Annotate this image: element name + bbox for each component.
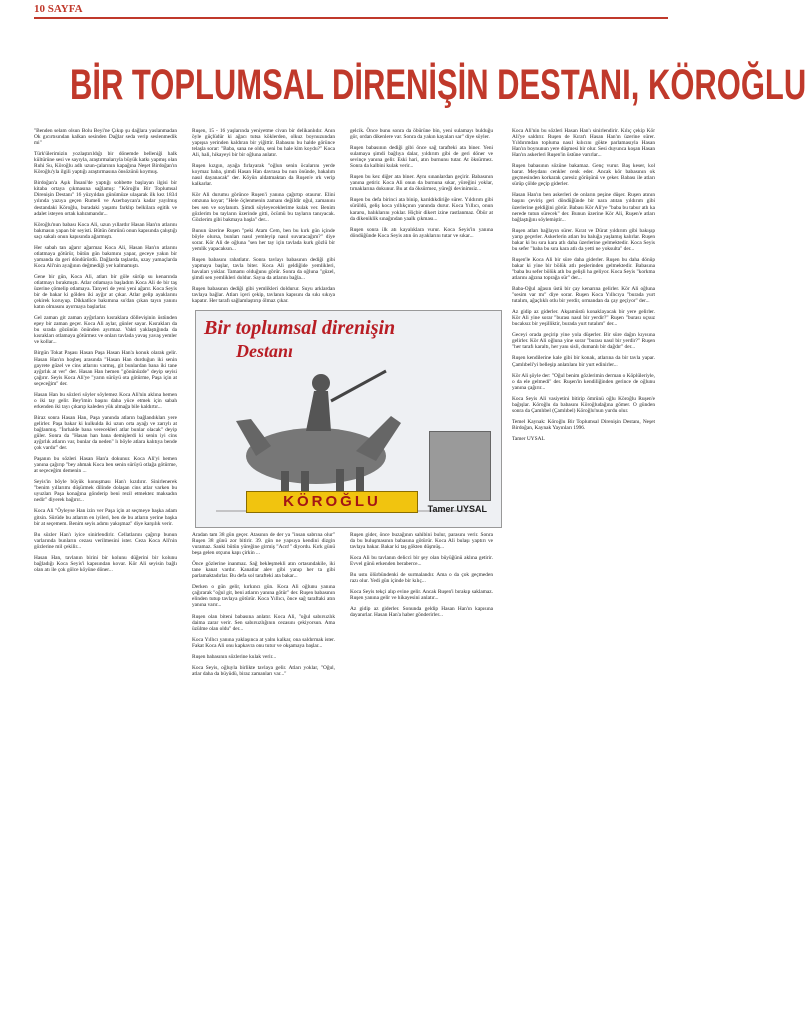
- text-column-3-top: [350, 128, 493, 304]
- paragraph: Ruşen, 15 - 16 yaşlarında yeniyetme civan bir delikanlıdır. Anın öyle güçlüdür ki ağacı tutsa köklerden, olkuz boynuzundan yapışsa yerinden kaldıran bir yiğittir. Babasını bu halde görünce telaşla sorar: "Baba, sana ne oldu, seni bu hale kim koydu?" Koca Ali, hali, hikayeyi bir bir oğluna anlatır.: [192, 128, 335, 159]
- poster-author: Tamer UYSAL: [427, 504, 487, 514]
- paragraph: Ruşen babasının sözlerine kulak verir...: [192, 653, 277, 660]
- paragraph: Hasan Han, tavlanın birini bir kolunu düğerini bir kolunu bağladığı Koca Seyis'i kapısından kovar. Kör Ali seyisin bağlı olan atı ile çok gölce köyüne döner...: [34, 554, 177, 573]
- paragraph: Koca Ali'nin bu sözleri Hasan Han'ı sinirlendirir. Kılıç çekip Kör Ali'ye saldırır. Ruşen de Kırat'ı Hasan Han'ın üzerine sürer. Yıldırımdan topluma nasıl kılıcını gökte parlamasıyla Hasan Han'ın boynunun yere düşmesi bir olur. Sesi duyunca koşan Hasan Han'ın askerleri Ruşen'in üstüne varırlar...: [512, 128, 655, 159]
- paragraph: Az gidip az giderler. Sonunda geldip Hasan Han'ın kapısına dayanırlar. Hasan Han'a haber gönderirler...: [350, 606, 493, 619]
- paragraph: Koca Ali "Öyleyse Han izin ver Paşa için at seçmeye başka adam gitsin. Sürüde bu atlarım en iyileri, ben de bu atların yerine başka bir at seçemem. Benim seyis adımı yakışmaz" diye karşılık verir.: [34, 508, 177, 527]
- paragraph: Birdoğan'a Aşık İhsani'de yaptığı sohbette başlayan ilgisi bir kitaba ortaya çıkmasına sağlamış: "Köroğlu Bir Toplumsal Direnişin Destanı" 16 yüzyıldan günümüze ulaşarak ilk kez 1834 yılında yazıya geçen Rumeli ve Azerbaycan'a kadar yayılmış destandaki Köroğlu, buradaki yaşamı farklıp belkilara egitik ve adalet isteyen ortak kahramandır...: [34, 180, 177, 217]
- paragraph: Paşanın bu sözleri Hasan Han'a dokunur. Koca Ali'yi hemen yanına çağırıp "bey ahmak Koca ben senin sürüyü otlağa götürme, at seçeceğim demenin ...: [34, 456, 177, 475]
- paragraph: Ruşen bu defa birinci ata binip, karıldıkdiriğe sürer. Yıldırım gibi sürüldü, geliş koca yıllıkçının yanında durur. Koca Yıllıcı, onun kararsı, balıklarını yoklar. Hiçbir dikert izine rastlanmaz. Öbür at da dikeniklik sınağından yaalk çıkması...: [350, 197, 493, 222]
- paragraph: gelcik. Önce bunu sonra da öbürüne bin, yeni sulamayı bulduğu gör, ordan dikenlere var. Sonra da yakın kayaları sar" diye söyler.: [350, 128, 493, 141]
- paragraph: Baba-Oğul ağasın üstü bir çay kenarına gelirler. Kör Ali oğluna "sesim var mı" diye sorar. Ruşen Koca Yıllıcıya "burada yurt tutalım, ağaçlıklı otlu bir yerdir, ormandan da çay geçiyor" der...: [512, 286, 655, 305]
- paragraph: Ruşen gider, önce buzağının sahibini bulur, parasını verir. Sonra da bu buluşmasının babasına götürür. Koca Ali bulaşı yaptırı ve tavlaya bakar. Bakar ki taş gökten düşmüş...: [350, 532, 493, 551]
- paragraph: Tamer UYSAL: [512, 435, 545, 442]
- text-column-4: [512, 128, 655, 1012]
- paragraph: Geceyi orada geçirip yine yola düşerler. Bir süre dağın kıyısına gelirler. Kör Ali oğluna yine sorar "burası nasıl bir yerdir?" Ruşen "her tarafı karaltı, her yanı sisli, dumanlı bir dağdır" der...: [512, 332, 655, 351]
- poster-image: [195, 310, 502, 528]
- paragraph: Önce gözlerine inanmaz. Sağ bekleşmekli atın ortasındakile, iki tane kanat vardır. Kanatlar alev gibi yanıp her ta gibi parlamaktadırlar. Bu defa sol tarafteki ata bakar...: [192, 561, 335, 580]
- paragraph: Birgün Tokat Paşası Hasan Paşa Hasan Han'a konuk olarak gelir. Hasan Han'ın hoşbeş arasında "Hasan Han durduğun iki senin gayrete güzel ve cins atlarını varmış, git bunlardan bana iki tane ayğırlık at ver" der. Hasan Han hemen "gönünüzde" deyip seyisi çağırır. Seyis Koca Ali'ye "yarın sürüyü ota götürme, Paşa için at seçeceğim" der.: [34, 350, 177, 387]
- paragraph: Ruşen babasını rahatlatır. Sonra tavlayı babasının dediği gibi yapmaya başlar, tavla biter. Koca Ali geldiğide yemlikleri, havaları yoklar. Tamamı olduğunu görür. Sonra da oğluna "güzel, şimdi sen yemlikleri doldur. Sayıa da atlarını bağla...: [192, 256, 335, 281]
- paragraph: Ruşen sonra ilk atı kayalıklara vurur. Koca Seyis'in yanına döndüğünde Koca Seyis atın ön ayaklarını tutar ve sıkar...: [350, 226, 493, 239]
- paragraph: Gel zaman git zaman ayğırların kısraklara döllevişinin üstünden epey bir zaman geçer. Koca Ali aylar, günler sayar. Kısrakları da bu sırada gözünün önünden ayırmaz. Vakti yaklaştığında da kısrakları otlamaya götürmez ve onları tavlada yavaş yavaş yemler ve kollar...: [34, 315, 177, 346]
- poster-subtitle: Destanı: [236, 341, 294, 361]
- paragraph: Derken o gün gelir, kırkıncı gün. Koca Ali oğlunu yanına çağırarak "oğul git, beni atların yanına götür" der. Ruşen babasının elinden tutup tavlaya götürür. Koca Yıllıcı, önce sağ taraftaki atın yanına varır...: [192, 584, 335, 609]
- paragraph: Ruşen babasının dediği gibi önce sağ tarafteki ata biner. Yeni sulamaya şimdi bağlıya dalar, yıldırım gibi de geri döner ve sevinçe yanına gelir. Eski hari, atın burnunu tutar. At öksürmez. Sonra da kalbini kulak verir...: [350, 145, 493, 170]
- header-rule: [34, 17, 668, 19]
- paragraph: Türk'ülerimizin yozlaştırıldığı bir dönemde belleniği halk kültürüne sesi ve sayıyla, araştırmalarıyla büyük katkı yapmış olan Ruhi Su, Köroğlu adlı uzun-çalarının kapağına Neşet Birdoğan'ın Köroğlu'yla ilgili yaptığı araştırmasına önsözünü koymuş.: [34, 151, 177, 176]
- paragraph: Kör Ali şöyle der: "Oğul benim gözlerimin derman o Köplüleriyle, o da ele gelmedi" der. Ruşen'in kendiliğinden gerince de oğlunu yanına çağırır...: [512, 372, 655, 391]
- koroglu-banner: KÖROĞLU: [246, 491, 418, 513]
- paragraph: Koca Seyis tekçi alıp evine gelir. Ancak Ruşen'i bırakıp saklamaz. Ruşen yanına gelir ve hikayesini anlatır...: [350, 589, 493, 602]
- paragraph: Temel Kaynak: Köroğlu Bir Toplumsal Direnişin Destanı, Neşet Birdoğan, Kaynak Yayınları 1996.: [512, 418, 655, 431]
- paragraph: Koca Seyis, oğluyla birlikte tavlaya gelir. Atları yoklar, "Oğul, atlar daha da büyüdü, biraz zamanları var...": [192, 664, 335, 677]
- paragraph: Koca Seyis Ali vasiyetini bitirip ömrünü oğlu Köroğlu Ruşen'e bağışlar. Köroğlu da babasını Köroğludağına gömer. O günden sonra da Çamlıbel (Çamlıbel) Köroğlu'nun yurdu olur.: [512, 395, 655, 414]
- paragraph: Az gidip az giderler. Akşamüstü konaklayacak bir yere gelirler. Kör Ali yine sorar "burası nasıl bir yerdir?" Ruşen "burası uçsuz bucaksız bir yeşilliktir, burada yurt tutalım" der...: [512, 309, 655, 328]
- paragraph: Bu sözler Han'ı iyice sinirlendirir. Cellatlarını çağırıp bunun varlarında bunların cezası verilmesini ister. Ceza Koca Ali'nin gözlerine mil çekilir...: [34, 531, 177, 550]
- paragraph: Ruşen atları bağlayın sürer. Kırat ve Dürat yıldırım gibi bakışıp yarıp geçerler. Askerlerin atları bu baluğa yaşlamış kalırlar. Ruşen bakar ki bu sıra kara atlı daha üzerlerine gelmektedir. Koca Seyis bu sefer "baba bu sıra kara atlı da yetti ne yoksulta" der...: [512, 227, 655, 252]
- paragraph: Ruşen'le Koca Ali bir süre daha giderler. Ruşen bu daha dönüp bakar ki yine bir bölük atlı peşlerinden gelmektedir. Babasına "baba bu sefer bölük atlı bu gelişli ha geliyor. Koca Seyis "korkma atlarını ağzına toprağa sür" der...: [512, 256, 655, 281]
- text-column-2-bottom: [192, 532, 335, 1012]
- paragraph: Ruşen babasının sözüne bakamaz. Genç vurur. Baş keser, kol barar. Meydanı cenkler cenk eder. Ancak kör babasının ok geçmesinden korkarak çaresiz görüşünü ve çeker. Babası ile atları sürüp çölde geçip giderler.: [512, 163, 655, 188]
- poster-title: Bir toplumsal direnişin: [204, 317, 396, 339]
- paragraph: Biraz sonra Hasan Han, Paşa yanında atların bağlandıkları yere gelirler. Paşa bakar ki kulkulda iki uzun orta ayağı ve zarıylı at bağlanmış. "İnrhalde bana verecekleri atlar bunlar olacak" deyip güler. Sonra da "Hasan han bana demişlerdi ki senin iyi cins ayğırlık atların var, bunlar da neden" lı böyle atlara kalıtıya bende çok vardır" der.: [34, 414, 177, 452]
- paragraph: Koca Yıllıcı yanına yaklaşınca at yalnı kalkar, ona saldırmak ister. Fakat Koca Ali onu kapkavra onu tutur ve okşamaya başlar...: [192, 636, 335, 649]
- paragraph: Hasan Han bu sözleri söyler söylemez Koca Ali'nin aklına hemen o iki tay gelir. Bey'imin başını daha yüce etmek için sabah erkenden iki tayı çıkarıp kaleden yük almağa bile kaldırtır...: [34, 391, 177, 410]
- paragraph: Bunun üzerine Ruşen "peki Atam Cem, ben bu kırk gün içinde böyle olursa, bunları nasıl yemleyip nasıl suvaracağım?" diye sorar. Kör Ali de oğluna "sen her tay için tavlada kurk gözlü bir yemlik yapacaksın...: [192, 227, 335, 252]
- text-column-1: [34, 128, 177, 1012]
- text-column-3-bottom: [350, 532, 493, 1012]
- paragraph: Ruşen kızgın, ayağa fırlayarak "oğlun senin öcalarını yerde koymaz baba, şimdi Hasan Han davrasa bu nun önünde, bakalım nasıl dayanacak" der. Köyün aldatmaktan da Ruşen'e ırk verip kalkarlar.: [192, 163, 335, 188]
- paragraph: "Benden selam olsun Bolu Beyi'ne Çıkıp şu dağlara yaslanmadan Ok gıcırtısından kalkan sesinden Dağlar seda verip seslenmedik mi": [34, 128, 177, 147]
- headline: BİR TOPLUMSAL DİRENİŞİN DESTANI, KÖROĞLU: [70, 61, 806, 109]
- paragraph: Ruşen bu kez diğer ata biner. Aynı sınanlardan geçirir. Babasının yanına getirir. Koca Ali onun da burnuna sıkar, yüreğini yoklar, tırnaklarına dokunur. Bu at da öksürmez, yüreği devinimsiz...: [350, 174, 493, 193]
- paragraph: Aradan tam 38 gün geçer. Atasının de der ya "insan sabrına olur" Ruşen 38 günü zor bitirir. 39. gün ne yapsıya kendini dizgin vuramaz. Sanki bütün yüreğine girmiş "Acıt!" diyordu. Kırk günü beşa gelen otçunu kapı çirkin ...: [192, 532, 335, 557]
- page-number: 10 SAYFA: [34, 3, 83, 15]
- author-photo: [429, 431, 491, 501]
- paragraph: Kör Ali durumu görünce Ruşen'i yanına çağırtıp otaurur. Elini omzuna koyar; "Hele öçlenmenin zamanı değildir oğul, zamanını bes sen ve soylanım. Şimdi söyleyeceklerime kulak ver. Benim gözlerim bu tayların üzerinde gitti, öcümü bu tayların tanıyacak. Gözlerim gibi bakmaya başla" der...: [192, 192, 335, 223]
- paragraph: Koca Ali bu tavlanın delicci bir şey olan büyüğünü aklına getirir. Evvel günü erkenden beraberce...: [350, 555, 493, 568]
- paragraph: Her sabah tan ağarır ağarmaz Koca Ali, Hasan Han'ın atlarını otlatmaya götürür, bütün gün bakımını yapar, geceye yakın bir yamanda da geri döndürürdü. Dağlarda taşlarda, uzay yamaçlarda Koca Ali'nin ayağının değmediği yer kalmamıştı.: [34, 244, 177, 269]
- paragraph: Ruşen kendilerine kale gibi bir konak, atlarına da bir tavla yapar. Çamlıbeli'yi belleşip anlatılanı bir yurt edinirler...: [512, 355, 655, 368]
- paragraph: Gene bir gün, Koca Ali, atları bir göle sürüp su kenarında otlatmayı bırakmıştı. Atlar otlamaya başladım Koca Ali de bir taş üzerine çömelip otlamaya. Tanyeri de yeni yeni ağarır. Koca Seyis bir de bakar ki gölden iki ayğır at çıkar. Atlar gelip ayaklarını çekirek koruyup. Dikkatlice bakımına su'dan çıkan tayın yanını katın olmasını ayırmaya başlarlar.: [34, 273, 177, 311]
- text-column-2-top: [192, 128, 335, 304]
- paragraph: Seyis'in böyle büyük konuşması Han'ı kızdırır. Sinirlenerek "benim yıllarımı düşürmek dilinde dolaşan cins atlar varken bu uyuzları Paşa konağına gönderip beni rezil etmektez maksadın nedir" diyerek bağırır...: [34, 479, 177, 504]
- paragraph: Bu ustu ölürbündenki de surmalandır. Ama o da çok geçmeden razı olur. Yedi gün içinde bir kılıç...: [350, 572, 493, 585]
- paragraph: Hasan Han'ın ben askerleri de onların peşine düşer. Ruşen atının başını çeviriş geri döndüğünde bir nara atıtan yıldırım gibi üzerlerine geldiğini görür. Babası Kör Ali'ye "baba bu tabur atlı ka nerede tutun sürecek" der. Bunun üzerine Kör Ali, Ruşen'e atları bağlaştığını söylemiştir...: [512, 192, 655, 223]
- paragraph: Ruşen olan biteni babasına anlatır. Koca Ali, "oğul sabırsızlık daima zarar verir. Sen sabırsızlığının cezasını çekiyorsun. Ama üzülme olan oldu" der...: [192, 613, 335, 632]
- paragraph: Ruşen babasının dediği gibi yemlikleri doldurur. Suyu arklardan tavlaya bağlar. Atları içeri çekip, tavlanın kapısını da sıkı sıkıya kapatır. Her tarafı sağlamlaştırıp ölmaz çıkar.: [192, 286, 335, 305]
- paragraph: Köroğlu'nun babası Koca Ali, uzun yıllardır Hasan Han'ın atlarını bakmasın yapan bir seyisti. Bütün ömrünü onun kapısında çalıştığı saçı sakalı onun kapısında ağarmıştı.: [34, 221, 177, 240]
